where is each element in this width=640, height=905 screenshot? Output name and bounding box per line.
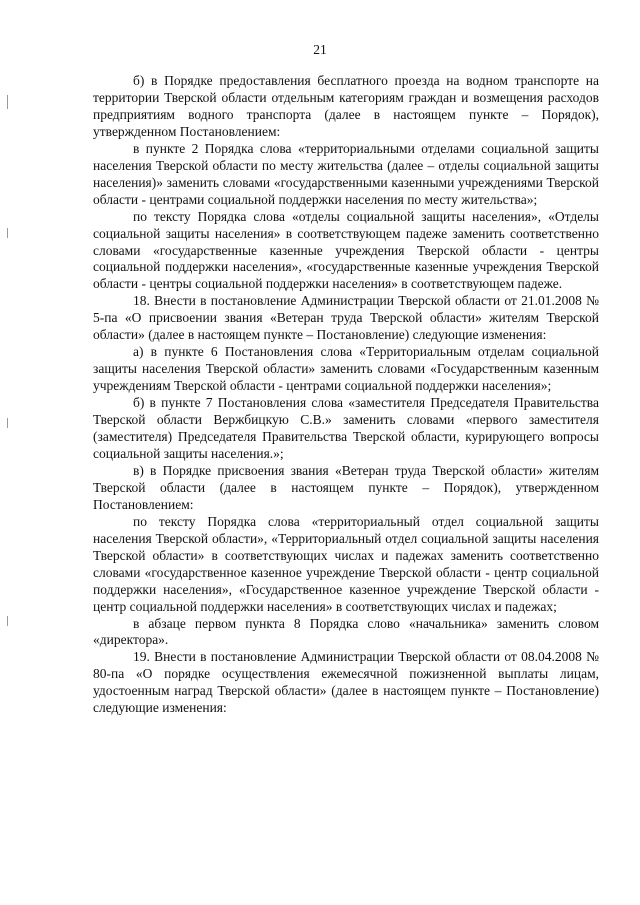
margin-mark	[7, 228, 8, 238]
paragraph: а) в пункте 6 Постановления слова «Территориальным отделам социальной защиты населения Тверской области» заменить словами «Государственным казенным учреждениям Тверской области - центрами социальной поддержки населения»;	[93, 344, 599, 394]
paragraph: по тексту Порядка слова «отделы социальной защиты населения», «Отделы социальной защиты населения» в соответствующем падеже заменить соответственно словами «государственные казенные учреждения Тверской области - центры социальной поддержки населения», «государственные казенные учреждения Тверской области - центры социальной поддержки населения» в соответствующем падеже.	[93, 208, 599, 292]
paragraph: 18. Внести в постановление Администрации Тверской области от 21.01.2008 № 5-па «О присвоении звания «Ветеран труда Тверской области» жителям Тверской области» (далее в настоящем пункте – Постановление) следующие изменения:	[93, 293, 599, 343]
margin-mark	[7, 95, 8, 109]
paragraph: б) в Порядке предоставления бесплатного проезда на водном транспорте на территории Тверской области отдельным категориям граждан и возмещения расходов предприятиям водного транспорта (далее в настоящем пункте – Порядок), утвержденном Постановлением:	[93, 73, 599, 139]
paragraph: в пункте 2 Порядка слова «территориальными отделами социальной защиты населения Тверской области по месту жительства (далее – отделы социальной защиты населения)» заменить словами «государственными казенными учреждениями Тверской области - центрами социальной поддержки населения по месту жительства»;	[93, 140, 599, 207]
margin-mark	[7, 418, 8, 428]
document-body	[93, 73, 599, 717]
paragraph: в) в Порядке присвоения звания «Ветеран труда Тверской области» жителям Тверской области (далее в настоящем пункте – Порядок), утвержденном Постановлением:	[93, 462, 599, 512]
margin-mark	[7, 616, 8, 626]
paragraph: 19. Внести в постановление Администрации Тверской области от 08.04.2008 № 80-па «О порядке осуществления ежемесячной пожизненной выплаты лицам, удостоенным наград Тверской области» (далее в настоящем пункте – Постановление) следующие изменения:	[93, 649, 599, 716]
paragraph: б) в пункте 7 Постановления слова «заместителя Председателя Правительства Тверской области Вержбицкую С.В.» заменить словами «первого заместителя (заместителя) Председателя Правительства Тверской области, курирующего вопросы социальной защиты населения.»;	[93, 395, 599, 461]
paragraph: в абзаце первом пункта 8 Порядка слово «начальника» заменить словом «директора».	[93, 615, 599, 648]
paragraph: по тексту Порядка слова «территориальный отдел социальной защиты населения Тверской области», «Территориальный отдел социальной защиты населения Тверской области» в соответствующих числах и падежах заменить соответственно словами «государственное казенное учреждение Тверской области - центр социальной поддержки населения», «Государственное казенное учреждение Тверской области - центр социальной поддержки населения» в соответствующих числах и падежах;	[93, 513, 599, 614]
page-number: 21	[313, 42, 327, 57]
